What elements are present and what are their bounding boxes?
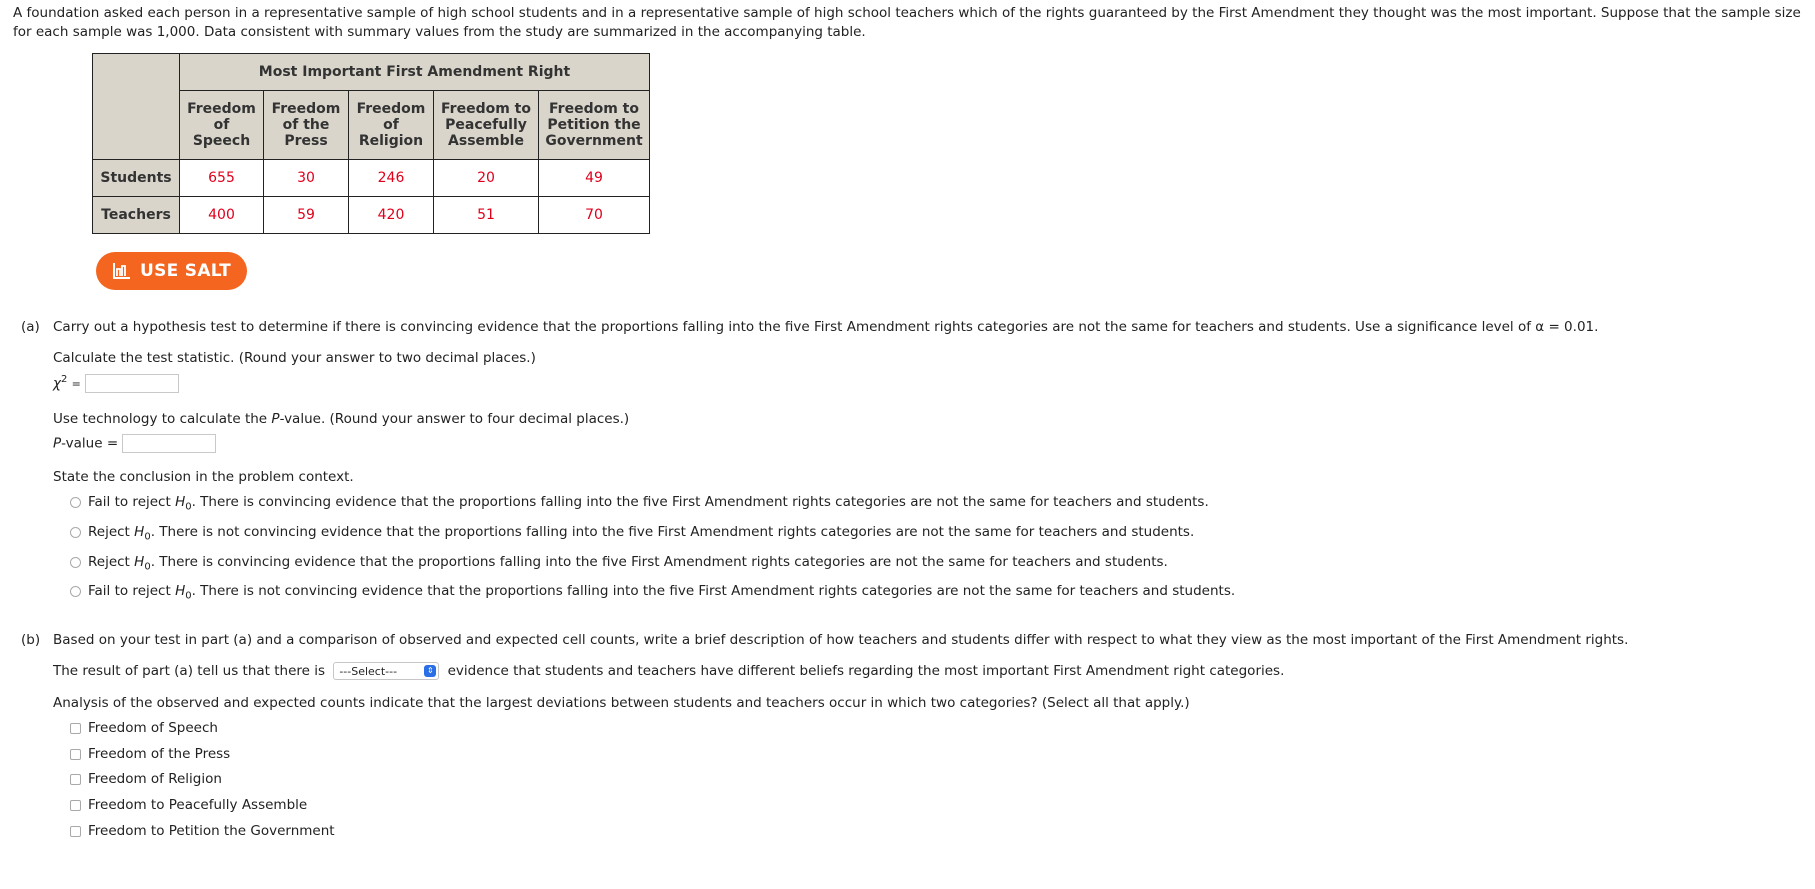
column-header-speech: Freedom of Speech <box>180 91 264 160</box>
data-table <box>92 53 650 234</box>
pvalue-label-p: P <box>53 435 62 452</box>
table-row <box>93 197 650 234</box>
table-cell: 49 <box>539 160 650 197</box>
checkbox[interactable] <box>70 723 81 734</box>
checkbox[interactable] <box>70 774 81 785</box>
table-cell: 20 <box>434 160 539 197</box>
evidence-select[interactable]: ---Select--- ⇕ <box>333 662 439 680</box>
conclusion-option-4[interactable]: Fail to reject $H_0$. There is not convincing evidence that the proportions falling into the five First Amendment rights categories are not the same for teachers and students. <box>70 583 1235 602</box>
part-a-label: (a) <box>21 319 40 335</box>
chi-equals: = <box>71 377 81 391</box>
use-salt-button[interactable] <box>96 252 247 290</box>
table-cell: 51 <box>434 197 539 234</box>
pvalue-input[interactable] <box>122 434 216 453</box>
checkbox-option-speech[interactable]: Freedom of Speech <box>70 720 218 736</box>
table-cell: 655 <box>180 160 264 197</box>
pvalue-prompt: Use technology to calculate the P-value. (Round your answer to four decimal places.) <box>53 411 630 427</box>
chi-exponent: 2 <box>61 374 68 385</box>
column-header-religion: Freedom of Religion <box>349 91 434 160</box>
chi-square-input[interactable] <box>85 374 179 393</box>
column-header-press: Freedom of the Press <box>264 91 349 160</box>
table-cell: 59 <box>264 197 349 234</box>
table-cell: 246 <box>349 160 434 197</box>
checkbox[interactable] <box>70 800 81 811</box>
radio-button[interactable] <box>70 527 81 538</box>
table-cell: 400 <box>180 197 264 234</box>
table-corner <box>93 54 180 160</box>
chi-square-row <box>53 374 179 393</box>
analysis-prompt: Analysis of the observed and expected counts indicate that the largest deviations between students and teachers occur in which two categories? (Select all that apply.) <box>53 695 1190 711</box>
pvalue-row <box>53 434 216 453</box>
checkbox-option-religion[interactable]: Freedom of Religion <box>70 771 222 787</box>
table-cell: 420 <box>349 197 434 234</box>
part-b-question: Based on your test in part (a) and a comparison of observed and expected cell counts, write a brief description of how teachers and students differ with respect to what they view as the most important of the First Amendment rights. <box>53 632 1629 648</box>
row-label-teachers: Teachers <box>93 197 180 234</box>
checkbox-option-petition[interactable]: Freedom to Petition the Government <box>70 823 335 839</box>
column-header-assemble: Freedom to Peacefully Assemble <box>434 91 539 160</box>
part-b-label: (b) <box>21 632 41 648</box>
pvalue-label: -value = <box>61 435 119 452</box>
checkbox[interactable] <box>70 749 81 760</box>
table-group-header: Most Important First Amendment Right <box>180 54 650 91</box>
test-statistic-prompt: Calculate the test statistic. (Round your answer to two decimal places.) <box>53 350 536 366</box>
radio-button[interactable] <box>70 557 81 568</box>
radio-button[interactable] <box>70 586 81 597</box>
part-a-question: Carry out a hypothesis test to determine if there is convincing evidence that the proportions falling into the five First Amendment rights categories are not the same for teachers and students. Use a significance level of α = 0.01. <box>53 319 1599 335</box>
table-cell: 70 <box>539 197 650 234</box>
conclusion-option-1[interactable]: Fail to reject $H_0$. There is convincing evidence that the proportions falling into the five First Amendment rights categories are not the same for teachers and students. <box>70 494 1209 513</box>
result-sentence: The result of part (a) tell us that there is ---Select--- ⇕ evidence that students and teachers have different beliefs regarding the most important First Amendment right categories. <box>53 663 1285 679</box>
conclusion-option-2[interactable]: Reject $H_0$. There is not convincing evidence that the proportions falling into the five First Amendment rights categories are not the same for teachers and students. <box>70 524 1194 543</box>
checkbox-option-press[interactable]: Freedom of the Press <box>70 746 230 762</box>
problem-intro: A foundation asked each person in a representative sample of high school students and in a representative sample of high school teachers which of the rights guaranteed by the First Amendment they thought was the most important. Suppose that the sample size for each sample was 1,000. Data consistent with summary values from the study are summarized in the accompanying table. <box>13 5 1801 40</box>
conclusion-option-3[interactable]: Reject $H_0$. There is convincing evidence that the proportions falling into the five First Amendment rights categories are not the same for teachers and students. <box>70 554 1168 573</box>
select-arrow-icon: ⇕ <box>424 665 436 677</box>
table-cell: 30 <box>264 160 349 197</box>
radio-button[interactable] <box>70 497 81 508</box>
column-header-petition: Freedom to Petition the Government <box>539 91 650 160</box>
row-label-students: Students <box>93 160 180 197</box>
use-salt-label: USE SALT <box>140 261 231 281</box>
table-row <box>93 160 650 197</box>
chart-icon <box>112 262 132 280</box>
checkbox[interactable] <box>70 826 81 837</box>
checkbox-option-assemble[interactable]: Freedom to Peacefully Assemble <box>70 797 307 813</box>
chi-symbol: χ <box>53 375 61 392</box>
conclusion-prompt: State the conclusion in the problem context. <box>53 469 354 485</box>
